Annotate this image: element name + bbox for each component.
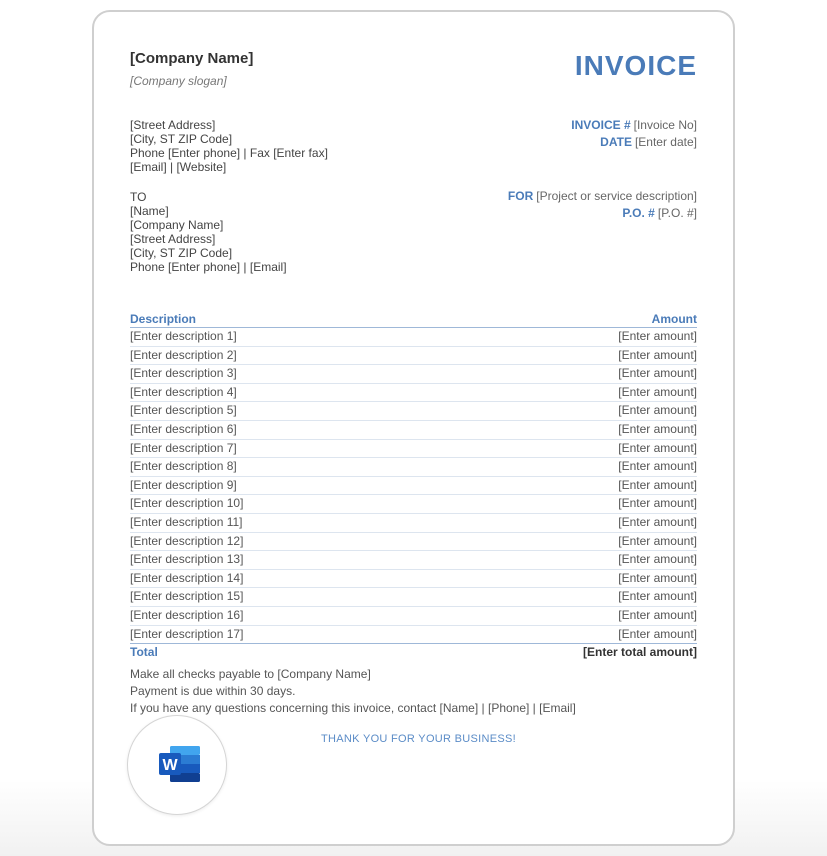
po-value: [P.O. #] — [657, 206, 697, 220]
row-amount: [Enter amount] — [618, 514, 697, 529]
for-value: [Project or service description] — [536, 189, 697, 203]
row-amount: [Enter amount] — [618, 626, 697, 641]
line-items-table — [130, 312, 697, 661]
recipient-line: Phone [Enter phone] | [Email] — [130, 260, 287, 274]
recipient-line: [Company Name] — [130, 218, 224, 232]
row-description: [Enter description 10] — [130, 496, 244, 511]
word-letter: W — [162, 757, 178, 774]
row-amount: [Enter amount] — [618, 570, 697, 585]
row-amount: [Enter amount] — [618, 459, 697, 474]
table-header — [130, 312, 697, 328]
table-row — [130, 365, 697, 384]
invoice-meta — [571, 117, 697, 151]
table-row — [130, 607, 697, 626]
table-row — [130, 402, 697, 421]
row-amount: [Enter amount] — [618, 329, 697, 343]
table-row — [130, 588, 697, 607]
table-row — [130, 328, 697, 347]
row-description: [Enter description 9] — [130, 477, 237, 492]
recipient-address — [130, 190, 287, 274]
sender-line: [City, ST ZIP Code] — [130, 132, 233, 146]
sender-line: Phone [Enter phone] | Fax [Enter fax] — [130, 146, 328, 160]
row-amount: [Enter amount] — [618, 533, 697, 548]
row-description: [Enter description 13] — [130, 552, 244, 567]
project-meta — [508, 188, 697, 222]
description-header: Description — [130, 312, 197, 326]
row-description: [Enter description 3] — [130, 366, 237, 381]
row-amount: [Enter amount] — [618, 607, 697, 622]
row-description: [Enter description 12] — [130, 533, 244, 548]
row-amount: [Enter amount] — [618, 440, 697, 455]
word-icon — [156, 744, 202, 784]
row-description: [Enter description 14] — [130, 570, 244, 585]
note-line: If you have any questions concerning this invoice, contact [Name] | [Phone] | [Email] — [130, 701, 576, 715]
row-description: [Enter description 8] — [130, 459, 237, 474]
invoice-number-row — [571, 117, 697, 134]
for-row — [508, 188, 697, 205]
date-row — [571, 134, 697, 151]
row-amount: [Enter amount] — [618, 347, 697, 362]
for-label: FOR — [507, 189, 534, 203]
thank-you-message: THANK YOU FOR YOUR BUSINESS! — [321, 733, 517, 745]
sender-line: [Email] | [Website] — [130, 160, 227, 174]
company-name: [Company Name] — [130, 50, 254, 67]
recipient-line: [City, ST ZIP Code] — [130, 246, 233, 260]
table-row — [130, 458, 697, 477]
company-slogan: [Company slogan] — [130, 74, 227, 88]
row-amount: [Enter amount] — [618, 477, 697, 492]
date-value: [Enter date] — [634, 135, 697, 149]
row-amount: [Enter amount] — [618, 552, 697, 567]
row-amount: [Enter amount] — [618, 366, 697, 381]
table-row — [130, 514, 697, 533]
row-description: [Enter description 16] — [130, 607, 244, 622]
row-description: [Enter description 11] — [130, 514, 243, 529]
table-row — [130, 533, 697, 552]
row-amount: [Enter amount] — [618, 496, 697, 511]
table-row — [130, 384, 697, 403]
row-description: [Enter description 4] — [130, 384, 237, 399]
invoice-title: INVOICE — [574, 50, 697, 81]
table-row — [130, 477, 697, 496]
row-description: [Enter description 17] — [130, 626, 244, 641]
table-row — [130, 495, 697, 514]
word-badge[interactable] — [127, 715, 227, 815]
payment-notes — [130, 666, 576, 717]
recipient-line: TO — [130, 190, 147, 204]
sender-line: [Street Address] — [130, 118, 216, 132]
row-description: [Enter description 15] — [130, 589, 244, 604]
row-description: [Enter description 2] — [130, 347, 237, 362]
table-row — [130, 570, 697, 589]
table-row — [130, 421, 697, 440]
total-amount: [Enter total amount] — [583, 645, 697, 660]
sender-address — [130, 118, 328, 174]
po-row — [508, 205, 697, 222]
table-row — [130, 347, 697, 366]
table-row — [130, 440, 697, 459]
row-description: [Enter description 1] — [130, 329, 237, 343]
table-row — [130, 551, 697, 570]
row-description: [Enter description 6] — [130, 421, 237, 436]
recipient-line: [Street Address] — [130, 232, 216, 246]
row-description: [Enter description 5] — [130, 403, 237, 418]
amount-header: Amount — [651, 312, 697, 326]
note-line: Make all checks payable to [Company Name] — [130, 667, 371, 681]
recipient-line: [Name] — [130, 204, 169, 218]
row-amount: [Enter amount] — [618, 384, 697, 399]
row-amount: [Enter amount] — [618, 589, 697, 604]
po-label: P.O. # — [622, 206, 655, 220]
row-description: [Enter description 7] — [130, 440, 237, 455]
invoice-number-label: INVOICE # — [571, 118, 631, 132]
row-amount: [Enter amount] — [618, 403, 697, 418]
table-total-row — [130, 643, 697, 661]
row-amount: [Enter amount] — [618, 421, 697, 436]
date-label: DATE — [600, 135, 632, 149]
table-row — [130, 626, 697, 644]
total-label: Total — [130, 645, 158, 660]
note-line: Payment is due within 30 days. — [130, 684, 296, 698]
invoice-number-value: [Invoice No] — [633, 118, 697, 132]
